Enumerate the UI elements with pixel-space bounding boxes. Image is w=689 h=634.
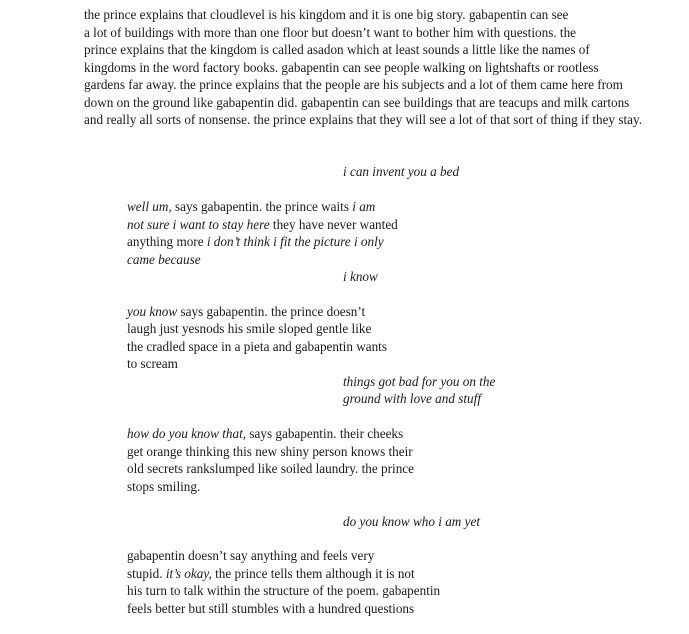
stanza-line <box>127 303 365 321</box>
prince-line-who: do you know who i am yet <box>343 513 480 529</box>
plain-phrase: stupid. <box>127 565 166 581</box>
intro-line: the prince explains that cloudlevel is his kingdom and it is one big story. gabapentin can see <box>84 7 569 22</box>
intro-line: a lot of buildings with more than one floor but doesn’t want to bother him with questions. the <box>84 24 577 40</box>
stanza-line <box>127 233 384 251</box>
stanza-line: to scream <box>127 356 178 371</box>
stanza-line: feels better but still stumbles with a hundred questions <box>127 600 415 616</box>
intro-line: kingdoms in the word factory books. gabapentin can see people walking on lightshafts or rootless <box>84 59 599 75</box>
italic-phrase: you know <box>127 303 178 319</box>
italic-phrase: how do you know that, <box>127 426 247 441</box>
plain-phrase: says gabapentin. their cheeks <box>246 426 404 441</box>
plain-phrase: the prince tells them although it is not <box>211 565 415 581</box>
stanza-line: stops smiling. <box>127 478 201 494</box>
stanza-line: the cradled space in a pieta and gabapentin wants <box>127 338 387 354</box>
stanza-line <box>127 425 403 443</box>
plain-phrase: anything more <box>127 234 207 249</box>
plain-phrase: they have never wanted <box>269 216 398 232</box>
italic-phrase: well um, <box>127 199 172 214</box>
stanza-line <box>127 565 415 583</box>
prince-line-bed: i can invent you a bed <box>343 164 460 179</box>
stanza-line: get orange thinking this new shiny person knows their <box>127 443 413 459</box>
intro-line: gardens far away. the prince explains that the people are his subjects and a lot of them came here from <box>84 77 623 92</box>
italic-phrase: i am <box>352 199 376 214</box>
italic-phrase: it’s okay, <box>165 565 212 581</box>
stanza-line <box>127 198 375 216</box>
stanza-line: gabapentin doesn’t say anything and feels very <box>127 548 375 563</box>
stanza-line: old secrets rankslumped like soiled laundry. the prince <box>127 461 414 476</box>
intro-line: down on the ground like gabapentin did. gabapentin can see buildings that are teacups and milk cartons <box>84 94 630 110</box>
prince-line-bad: things got bad for you on the <box>343 373 496 389</box>
plain-phrase: says gabapentin. the prince waits <box>171 199 353 214</box>
intro-line: and really all sorts of nonsense. the prince explains that they will see a lot of that sort of thing if they stay. <box>84 112 643 127</box>
stanza-line: came because <box>127 251 201 267</box>
prince-line-bad: ground with love and stuff <box>343 391 481 406</box>
stanza-line: laugh just yesnods his smile sloped gentle like <box>127 321 372 336</box>
prince-line-know: i know <box>343 269 378 284</box>
italic-phrase: not sure i want to stay here <box>127 216 270 232</box>
stanza-line <box>127 216 398 234</box>
stanza-line: his turn to talk within the structure of the poem. gabapentin <box>127 583 441 598</box>
plain-phrase: says gabapentin. the prince doesn’t <box>177 303 366 319</box>
italic-phrase: i don’t think i fit the picture i only <box>206 234 384 249</box>
intro-line: prince explains that the kingdom is called asadon which at least sounds a little like the names of <box>84 42 590 57</box>
